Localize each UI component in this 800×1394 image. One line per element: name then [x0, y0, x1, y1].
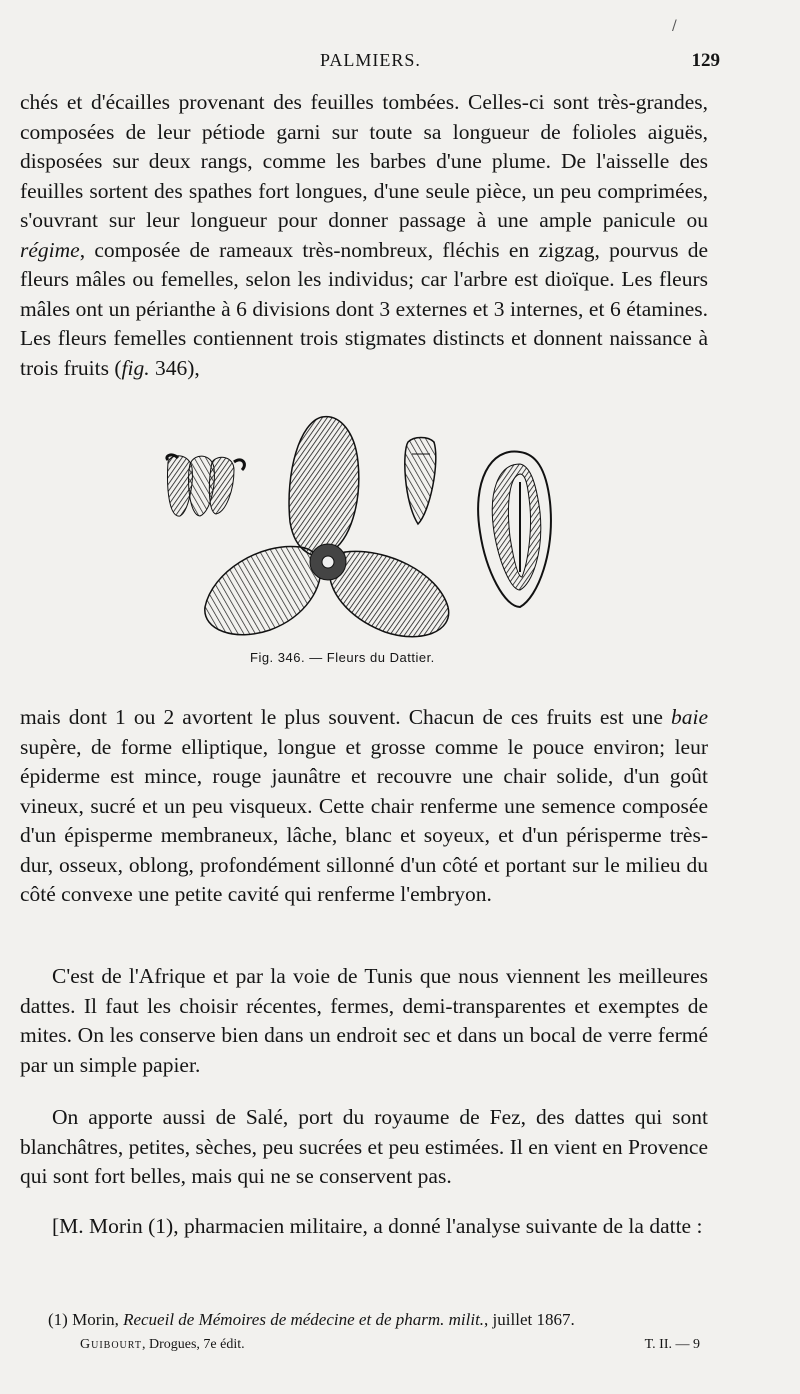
footer-signature: T. II. — 9	[644, 1337, 700, 1352]
footnote-author: (1) Morin,	[48, 1310, 119, 1329]
footnote-date: , juillet 1867.	[484, 1310, 575, 1329]
italic-term-baie: baie	[670, 705, 708, 729]
running-title: PALMIERS.	[320, 50, 421, 70]
paragraph-fruit	[20, 703, 708, 910]
paragraph-leaves	[20, 88, 708, 383]
figure-caption: Fig. 346. — Fleurs du Dattier.	[250, 650, 435, 665]
fruit-section-drawing	[478, 452, 551, 607]
running-header	[20, 50, 720, 80]
paragraph-text: mais dont 1 ou 2 avortent le plus souvent. Chacun de ces fruits est une	[20, 705, 663, 729]
male-flower-drawing	[167, 455, 245, 516]
footer-author: Guibourt	[80, 1337, 142, 1352]
paragraph-text: 346),	[149, 355, 200, 380]
footnote-journal: Recueil de Mémoires de médecine et de pharm. milit.	[123, 1310, 485, 1329]
figure-ref: fig.	[121, 355, 150, 380]
paragraph-text: , composée de rameaux très-nombreux, fléchis en zigzag, pourvus de fleurs mâles ou femelles, selon les individus; car l'arbre est dioïque. Les fleurs mâles ont un périanthe à 6 divisions dont 3 externes et 3 internes, et 6 étamines. Les fleurs femelles contiennent trois stigmates distincts et donnent naissance à trois fruits (	[20, 237, 708, 380]
paragraph-sale: On apporte aussi de Salé, port du royaume de Fez, des dattes qui sont blanchâtres, petites, sèches, peu sucrées et peu estimées. Il en vient en Provence qui sont fort belles, mais qui ne se conservent pas.	[20, 1105, 708, 1188]
footer-book	[80, 1337, 245, 1353]
page-footer	[80, 1337, 700, 1361]
paragraph-text: supère, de forme elliptique, longue et grosse comme le pouce environ; leur épiderme est mince, rouge jaunâtre et recouvre une chair solide, d'un goût vineux, sucré et un peu visqueux. Cette chair renferme une semence composée d'un épisperme membraneux, lâche, blanc et soyeux, et d'un périsperme très-dur, osseux, oblong, profondément sillonné d'un côté et portant sur le milieu du côté convexe une petite cavité qui renferme l'embryon.	[20, 734, 708, 906]
page-number: 129	[691, 50, 720, 71]
footnote	[48, 1310, 708, 1330]
pencil-mark: /	[672, 18, 677, 34]
carpel-drawing	[405, 438, 436, 525]
footer-edition: , Drogues, 7e édit.	[141, 1337, 245, 1352]
italic-term-regime: régime	[20, 237, 80, 262]
figure-date-palm-flowers	[150, 412, 570, 652]
paragraph-text: chés et d'écailles provenant des feuilles tombées. Celles-ci sont très-grandes, composées de leur pétiode garni sur toute sa longueur de folioles aiguës, disposées sur deux rangs, comme les barbes d'une plume. De l'aisselle des feuilles sortent des spathes fort longues, d'une seule pièce, un peu comprimées, s'ouvrant sur leur longueur pour donner passage à une ample panicule ou	[20, 90, 708, 232]
paragraph-origin: C'est de l'Afrique et par la voie de Tunis que nous viennent les meilleures dattes. Il faut les choisir récentes, fermes, demi-transparentes et exemptes de mites. On les conserve bien dans un endroit sec et dans un bocal de verre fermé par un simple papier.	[20, 964, 708, 1077]
date-palm-flower-illustration	[150, 412, 570, 652]
paragraph-morin: [M. Morin (1), pharmacien militaire, a donné l'analyse suivante de la datte :	[52, 1214, 703, 1238]
